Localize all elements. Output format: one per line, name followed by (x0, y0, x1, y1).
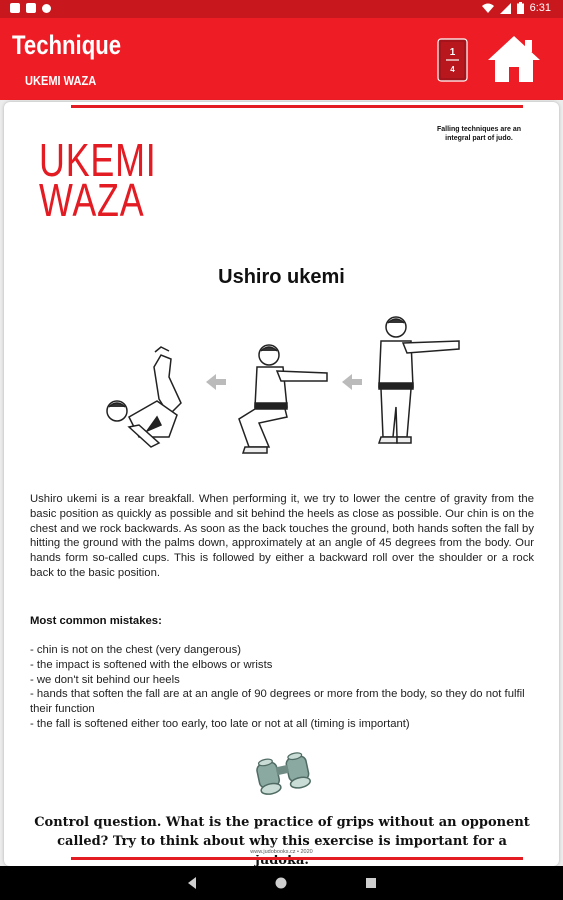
book-icon (437, 38, 468, 82)
home-button[interactable] (486, 34, 542, 84)
mistakes-heading: Most common mistakes: (30, 615, 162, 627)
judoka-squatting-figure (239, 345, 327, 453)
list-item: - chin is not on the chest (very dangerous) (30, 644, 241, 656)
technique-description: Ushiro ukemi is a rear breakfall. When performing it, we try to lower the centre of gravity from the basic position as quickly as possible and sit behind the heels as close as possible. Our chin is on the chest and we rock backwards. As soon as the back touches the ground, both hands soften the fall by hitting the ground with the palms down, approximately at an angle of 45 degrees from the body. Our hands form so-called cups. This is followed by either a backward roll over the shoulder or a rock back to the basic position. (30, 493, 534, 579)
mistakes-list (30, 643, 534, 732)
judoka-standing-figure (379, 317, 459, 443)
home-nav-icon[interactable] (273, 875, 289, 891)
wifi-icon (482, 3, 494, 14)
page-indicator-button[interactable] (437, 38, 468, 82)
status-bar (0, 0, 563, 18)
binoculars-icon (252, 750, 314, 796)
list-item: - the fall is softened either too early, too late or not at all (timing is important) (30, 717, 410, 730)
top-divider (71, 105, 523, 108)
bottom-divider (71, 857, 523, 860)
arrow-left-1 (206, 374, 226, 390)
ushiro-ukemi-illustration (99, 307, 469, 459)
app-subtitle: UKEMI WAZA (25, 73, 97, 88)
control-question: Control question. What is the practice of grips without an opponent called? Try to think about why this exercise is important for a (34, 815, 530, 849)
battery-icon (517, 2, 524, 14)
arrow-left-2 (342, 374, 362, 390)
judoka-lying-figure (107, 347, 181, 447)
tagline: Falling techniques are an integral part of judo. (436, 126, 522, 142)
chapter-title (39, 134, 157, 226)
notification-icon (10, 3, 20, 13)
app-title: Technique (12, 30, 122, 60)
status-time: 6:31 (529, 2, 551, 14)
credit-footer: www.judobooks.cz • 2020 (4, 849, 559, 855)
status-right-icons (482, 2, 551, 14)
page-current: 1 (449, 47, 456, 58)
chapter-title-line1: UKEMI (39, 134, 157, 186)
status-left-icons (10, 3, 51, 13)
back-icon[interactable] (184, 875, 200, 891)
sync-icon (42, 4, 51, 13)
section-heading: Ushiro ukemi (218, 266, 345, 288)
list-item: - the impact is softened with the elbows or wrists (30, 658, 273, 671)
app-bar (0, 18, 563, 100)
home-icon (486, 34, 542, 84)
content-card (4, 102, 559, 866)
sd-card-icon (26, 3, 36, 13)
list-item: - hands that soften the fall are at an angle of 90 degrees or more from the body, so they do not fulfil their function (30, 688, 525, 716)
list-item: - we don't sit behind our heels (30, 673, 180, 686)
page-total: 4 (450, 65, 455, 74)
recents-icon[interactable] (363, 875, 379, 891)
signal-icon (500, 3, 511, 14)
system-nav-bar (0, 866, 563, 900)
chapter-title-line2: WAZA (39, 174, 145, 226)
